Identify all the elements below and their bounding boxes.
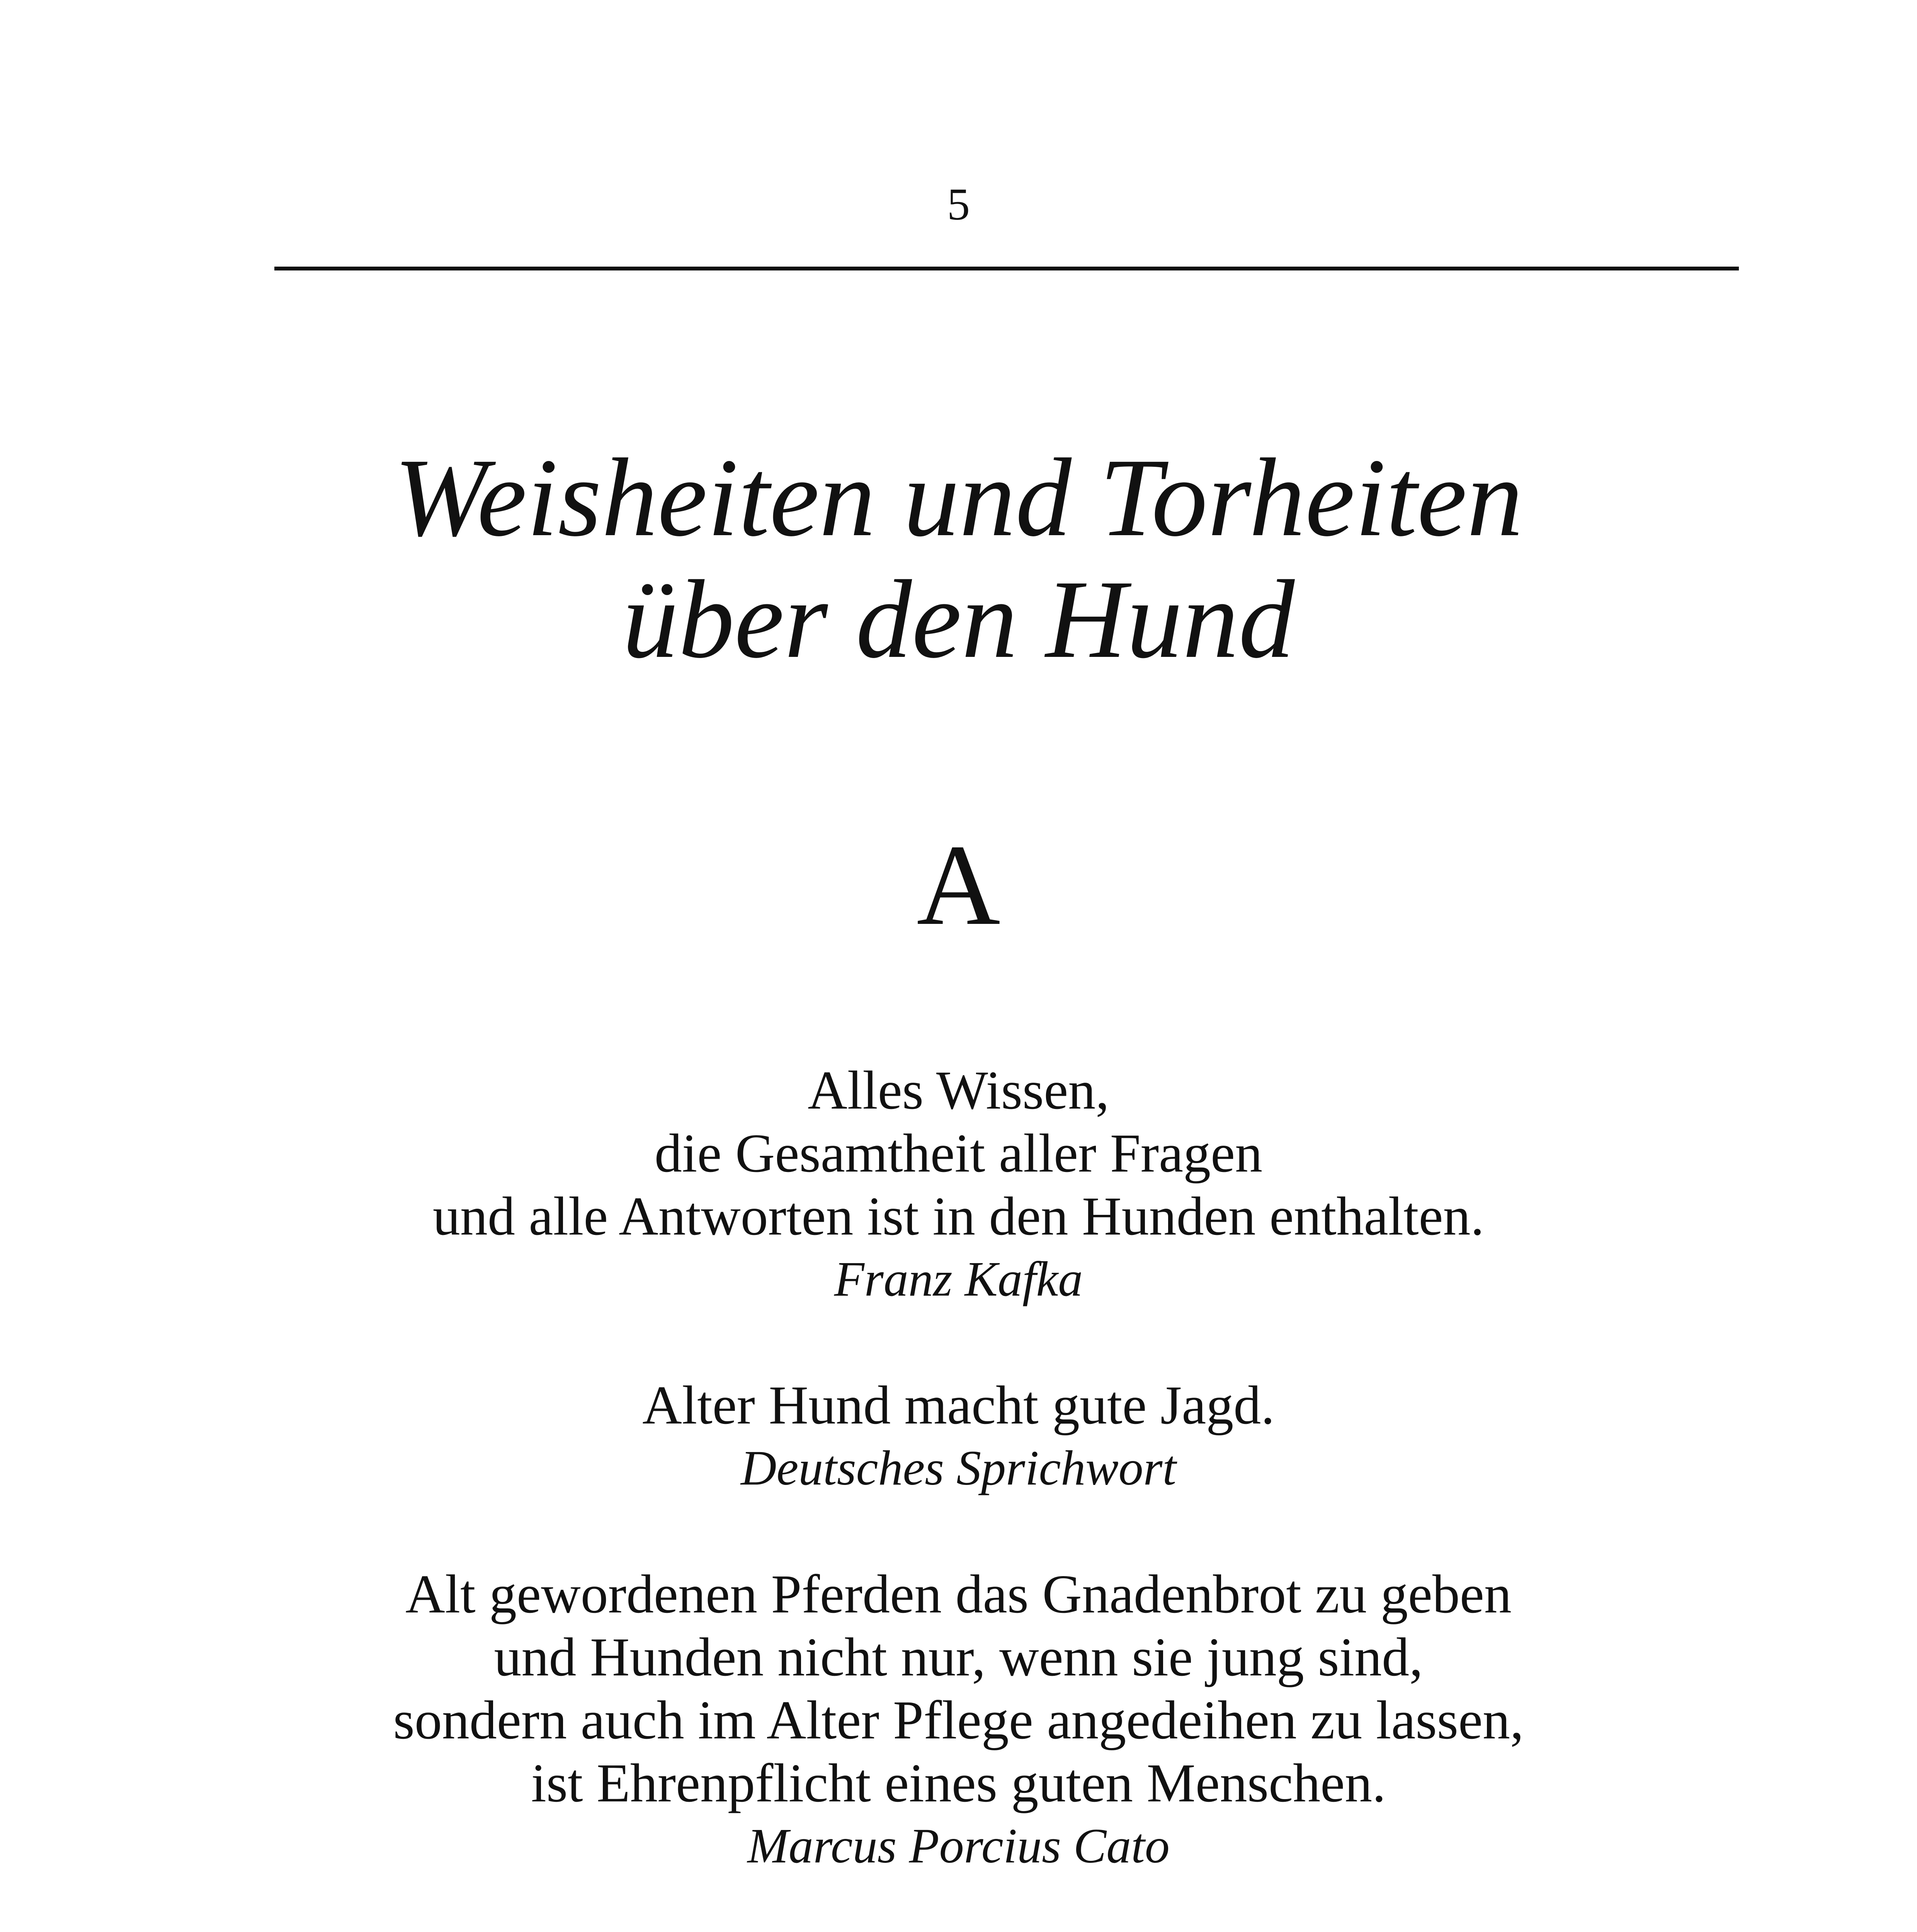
page-title xyxy=(0,437,1917,680)
quote-line: die Gesamtheit aller Fragen xyxy=(654,1122,1263,1184)
quote-line: und Hunden nicht nur, wenn sie jung sind, xyxy=(494,1626,1423,1687)
quote-line: sondern auch im Alter Pflege angedeihen zu lassen, xyxy=(393,1689,1524,1750)
quote-cato xyxy=(0,1563,1917,1878)
quote-proverb xyxy=(0,1374,1917,1500)
title-line-2: über den Hund xyxy=(622,557,1295,681)
section-letter: A xyxy=(917,821,1000,949)
quote-author: Deutsches Sprichwort xyxy=(741,1440,1176,1495)
quote-author: Franz Kafka xyxy=(834,1252,1083,1306)
quote-line: Alt gewordenen Pferden das Gnadenbrot zu geben xyxy=(405,1563,1512,1624)
title-line-1: Weisheiten und Torheiten xyxy=(394,435,1523,560)
quote-line: Alter Hund macht gute Jagd. xyxy=(642,1374,1275,1435)
quote-kafka xyxy=(0,1059,1917,1311)
quote-list xyxy=(0,1059,1917,1932)
quote-line: ist Ehrenpflicht eines guten Menschen. xyxy=(531,1752,1386,1813)
quote-line: und alle Antworten ist in den Hunden enthalten. xyxy=(432,1185,1485,1247)
quote-line: Alles Wissen, xyxy=(808,1060,1109,1121)
quote-author: Marcus Porcius Cato xyxy=(747,1818,1170,1873)
page-number: 5 xyxy=(947,179,970,230)
header-rule xyxy=(274,267,1739,270)
